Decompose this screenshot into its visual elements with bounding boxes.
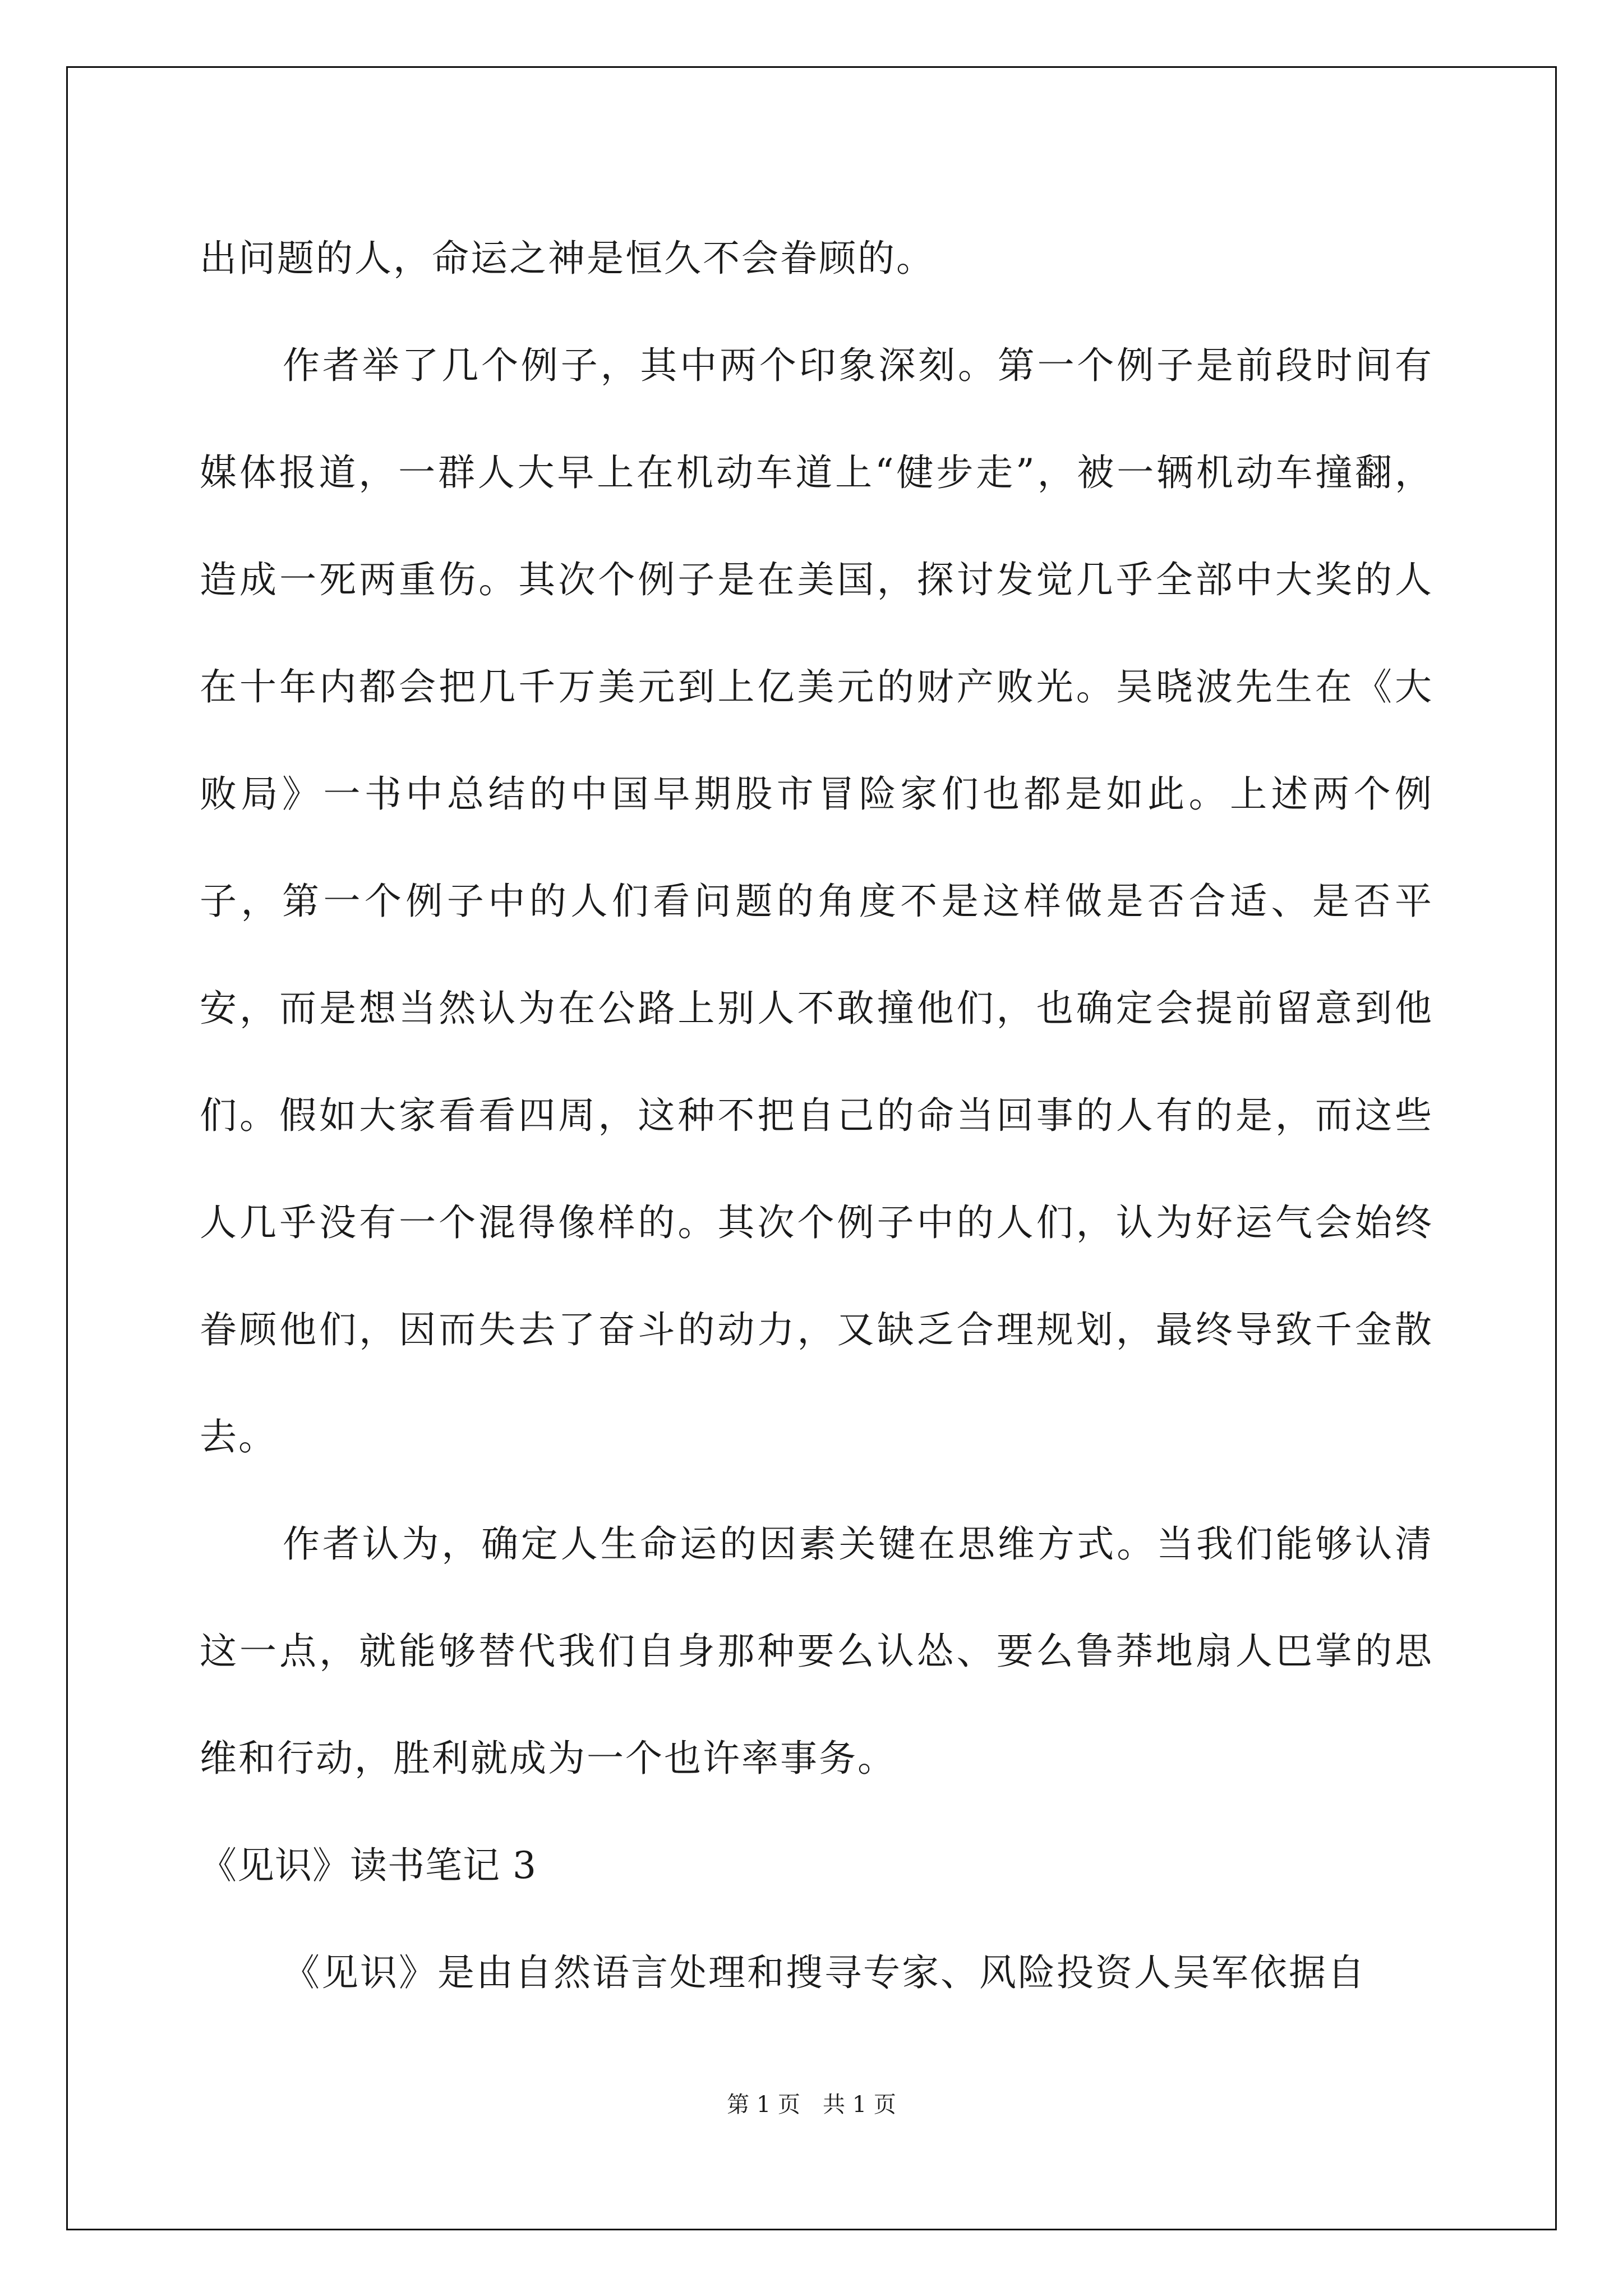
page-number: 第 1 页 <box>727 2092 800 2118</box>
page-footer <box>0 2091 1623 2119</box>
page-total: 共 1 页 <box>823 2092 896 2118</box>
section-heading: 《见识》读书笔记 3 <box>200 1844 537 1887</box>
paragraph-thinking: 作者认为，确定人生命运的因素关键在思维方式。当我们能够认清这一点，就能够替代我们自身那种要么认怂、要么鲁莽地扇人巴掌的思维和行动，胜利就成为一个也许率事务。 <box>200 1522 1433 1780</box>
paragraph-intro: 《见识》是由自然语言处理和搜寻专家、风险投资人吴军依据自 <box>283 1951 1366 1994</box>
document-body <box>200 205 1433 2026</box>
paragraph-continuation: 出问题的人，命运之神是恒久不会眷顾的。 <box>200 237 935 280</box>
paragraph-examples: 作者举了几个例子，其中两个印象深刻。第一个例子是前段时间有媒体报道，一群人大早上在机动车道上“健步走”，被一辆机动车撞翻，造成一死两重伤。其次个例子是在美国，探讨发觉几乎全部中大奖的人在十年内都会把几千万美元到上亿美元的财产败光。吴晓波先生在《大败局》一书中总结的中国早期股市冒险家们也都是如此。上述两个例子，第一个例子中的人们看问题的角度不是这样做是否合适、是否平安，而是想当然认为在公路上别人不敢撞他们，也确定会提前留意到他们。假如大家看看四周，这种不把自己的命当回事的人有的是，而这些人几乎没有一个混得像样的。其次个例子中的人们，认为好运气会始终眷顾他们，因而失去了奋斗的动力，又缺乏合理规划，最终导致千金散去。 <box>200 344 1433 1458</box>
